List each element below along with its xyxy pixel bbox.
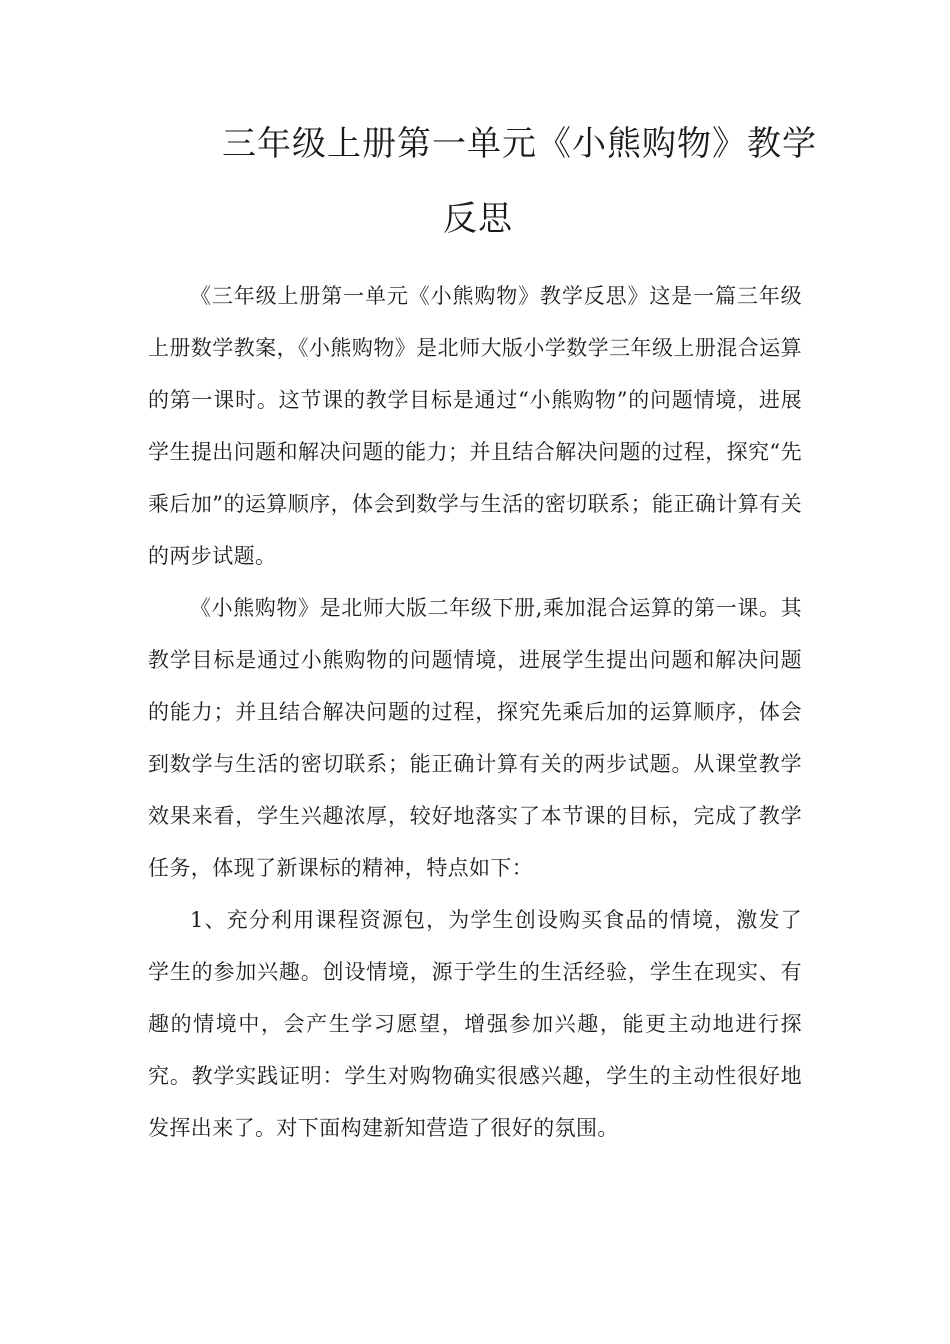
document-body (148, 270, 802, 1154)
document-title-line-2: 反思 (443, 199, 513, 239)
document-title-line-1: 三年级上册第一单元《小熊购物》教学 (222, 124, 817, 164)
paragraph-intro: 《三年级上册第一单元《小熊购物》教学反思》这是一篇三年级上册数学教案，《小熊购物》是北师大版小学数学三年级上册混合运算的第一课时。这节课的教学目标是通过“小熊购物”的问题情境，进展学生提出问题和解决问题的能力；并且结合解决问题的过程，探究“先乘后加”的运算顺序，体会到数学与生活的密切联系；能正确计算有关的两步试题。 (148, 284, 802, 568)
paragraph-lesson-summary: 《小熊购物》是北师大版二年级下册,乘加混合运算的第一课。其教学目标是通过小熊购物的问题情境，进展学生提出问题和解决问题的能力；并且结合解决问题的过程，探究先乘后加的运算顺序，体会到数学与生活的密切联系；能正确计算有关的两步试题。从课堂教学效果来看，学生兴趣浓厚，较好地落实了本节课的目标，完成了教学任务，体现了新课标的精神，特点如下： (148, 596, 802, 880)
paragraph-point-1: 1、充分利用课程资源包，为学生创设购买食品的情境，激发了学生的参加兴趣。创设情境，源于学生的生活经验，学生在现实、有趣的情境中，会产生学习愿望，增强参加兴趣，能更主动地进行探究。教学实践证明：学生对购物确实很感兴趣，学生的主动性很好地发挥出来了。对下面构建新知营造了很好的氛围。 (148, 908, 802, 1140)
